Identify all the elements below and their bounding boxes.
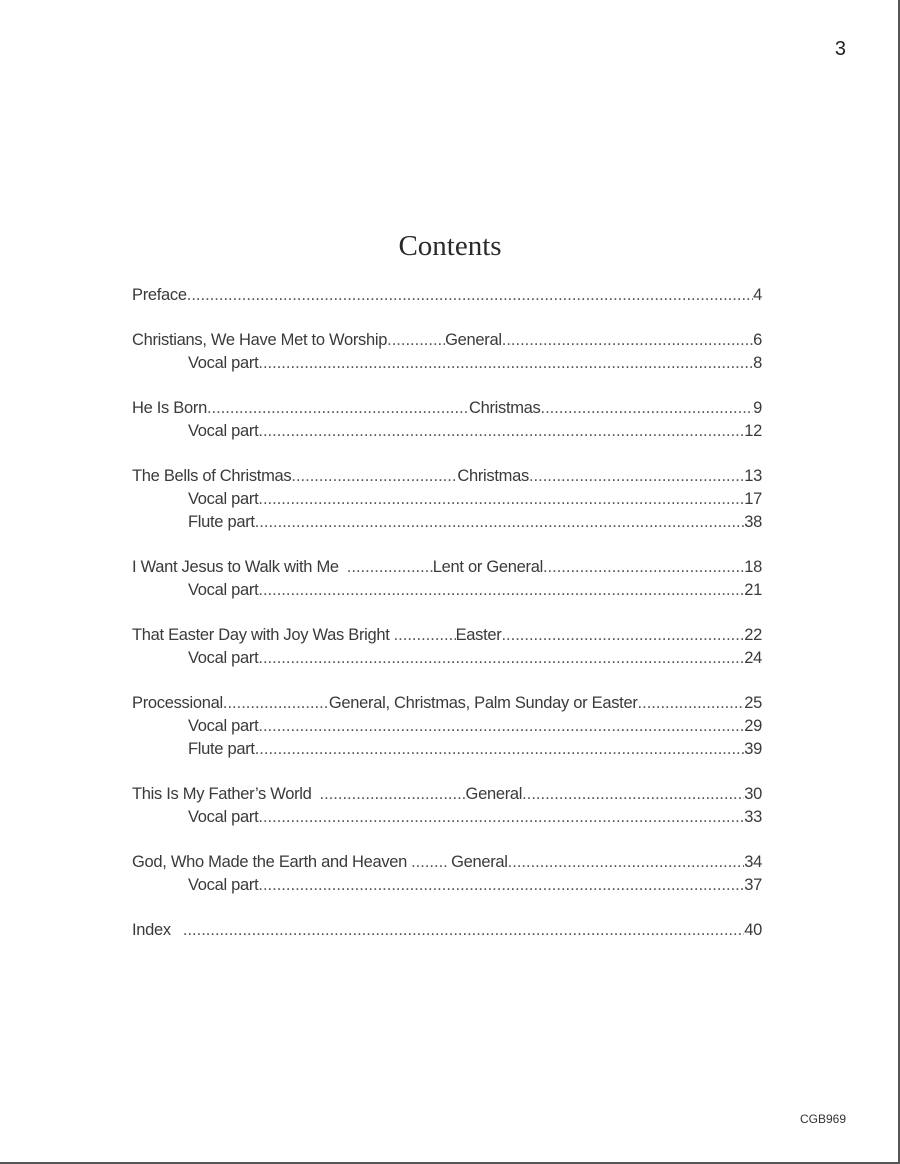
toc-entry-that-easter-day <box>132 624 762 670</box>
table-of-contents <box>132 284 762 964</box>
toc-line[interactable] <box>132 556 762 579</box>
dot-leader <box>407 851 447 874</box>
entry-title: He Is Born <box>132 399 207 417</box>
toc-line[interactable] <box>132 692 762 715</box>
entry-occasion: General, Christmas, Palm Sunday or Easter <box>328 694 638 712</box>
page-ref: 30 <box>744 785 762 803</box>
dot-leader <box>258 874 744 897</box>
entry-occasion: General <box>465 785 523 803</box>
dot-leader <box>339 556 433 579</box>
sub-title: Vocal part <box>188 649 259 667</box>
entry-title: Processional <box>132 694 223 712</box>
page-ref: 39 <box>744 740 762 758</box>
page-title: Contents <box>398 230 502 262</box>
dot-leader <box>522 783 744 806</box>
catalog-code: CGB969 <box>799 1112 846 1126</box>
dot-leader <box>258 352 753 375</box>
toc-subline[interactable] <box>132 806 762 829</box>
toc-entry-index <box>132 919 762 942</box>
toc-subline[interactable] <box>132 511 762 534</box>
toc-entry-processional <box>132 692 762 761</box>
toc-line[interactable] <box>132 284 762 307</box>
sub-title: Flute part <box>188 740 255 758</box>
page-ref: 12 <box>744 422 762 440</box>
dot-leader <box>258 647 744 670</box>
toc-subline[interactable] <box>132 874 762 897</box>
sub-title: Vocal part <box>188 490 259 508</box>
dot-leader <box>207 397 469 420</box>
toc-entry-bells-of-christmas <box>132 465 762 534</box>
page-ref: 22 <box>744 626 762 644</box>
entry-title: Index <box>132 921 171 939</box>
sub-title: Vocal part <box>188 581 259 599</box>
entry-occasion: General <box>445 331 502 349</box>
dot-leader <box>543 556 744 579</box>
toc-entry-christians-we-have-met <box>132 329 762 375</box>
dot-leader <box>387 329 445 352</box>
toc-line[interactable] <box>132 919 762 942</box>
entry-title: Preface <box>132 286 187 304</box>
dot-leader <box>638 692 745 715</box>
entry-occasion: Christmas <box>457 467 529 485</box>
toc-line[interactable] <box>132 851 762 874</box>
page-ref: 38 <box>744 513 762 531</box>
page-ref: 6 <box>753 331 762 349</box>
page-ref: 34 <box>744 853 762 871</box>
entry-title: I Want Jesus to Walk with Me <box>132 558 339 576</box>
dot-leader <box>223 692 329 715</box>
toc-subline[interactable] <box>132 352 762 375</box>
toc-subline[interactable] <box>132 647 762 670</box>
dot-leader <box>502 329 753 352</box>
toc-line[interactable] <box>132 465 762 488</box>
entry-title: That Easter Day with Joy Was Bright <box>132 626 390 644</box>
dot-leader <box>291 465 457 488</box>
sub-title: Vocal part <box>188 422 259 440</box>
toc-line[interactable] <box>132 624 762 647</box>
toc-entry-preface <box>132 284 762 307</box>
sub-title: Vocal part <box>188 876 259 894</box>
sub-title: Vocal part <box>188 717 259 735</box>
toc-line[interactable] <box>132 783 762 806</box>
entry-title: The Bells of Christmas <box>132 467 292 485</box>
page-ref: 17 <box>744 490 762 508</box>
dot-leader <box>312 783 466 806</box>
page-ref: 33 <box>744 808 762 826</box>
toc-line[interactable] <box>132 329 762 352</box>
page-ref: 8 <box>753 354 762 372</box>
dot-leader <box>541 397 754 420</box>
toc-subline[interactable] <box>132 579 762 602</box>
toc-entry-i-want-jesus <box>132 556 762 602</box>
page-ref: 13 <box>744 467 762 485</box>
dot-leader <box>258 488 744 511</box>
dot-leader <box>258 806 744 829</box>
toc-subline[interactable] <box>132 715 762 738</box>
dot-leader <box>529 465 744 488</box>
dot-leader <box>390 624 456 647</box>
page-ref: 29 <box>744 717 762 735</box>
page-ref: 9 <box>753 399 762 417</box>
sub-title: Vocal part <box>188 808 259 826</box>
toc-entry-he-is-born <box>132 397 762 443</box>
page-ref: 40 <box>744 921 762 939</box>
dot-leader <box>255 511 745 534</box>
toc-line[interactable] <box>132 397 762 420</box>
entry-occasion: Christmas <box>468 399 541 417</box>
entry-occasion: Lent or General <box>432 558 543 576</box>
page-ref: 21 <box>744 581 762 599</box>
dot-leader <box>258 715 744 738</box>
page-ref: 4 <box>753 286 762 304</box>
page-ref: 25 <box>744 694 762 712</box>
entry-title: This Is My Father’s World <box>132 785 312 803</box>
dot-leader <box>255 738 745 761</box>
toc-subline[interactable] <box>132 488 762 511</box>
toc-subline[interactable] <box>132 420 762 443</box>
dot-leader <box>187 284 753 307</box>
page-ref: 24 <box>744 649 762 667</box>
entry-occasion: General <box>451 853 508 871</box>
toc-entry-god-who-made-the-earth <box>132 851 762 897</box>
dot-leader <box>501 624 744 647</box>
entry-occasion: Easter <box>455 626 502 644</box>
dot-leader <box>171 919 744 942</box>
page-number: 3 <box>834 38 846 60</box>
page-ref: 37 <box>744 876 762 894</box>
toc-subline[interactable] <box>132 738 762 761</box>
dot-leader <box>508 851 745 874</box>
dot-leader <box>258 420 744 443</box>
sub-title: Flute part <box>188 513 255 531</box>
page-ref: 18 <box>744 558 762 576</box>
toc-entry-this-is-my-fathers-world <box>132 783 762 829</box>
entry-title: God, Who Made the Earth and Heaven <box>132 853 408 871</box>
entry-title: Christians, We Have Met to Worship <box>132 331 388 349</box>
dot-leader <box>258 579 744 602</box>
sub-title: Vocal part <box>188 354 259 372</box>
